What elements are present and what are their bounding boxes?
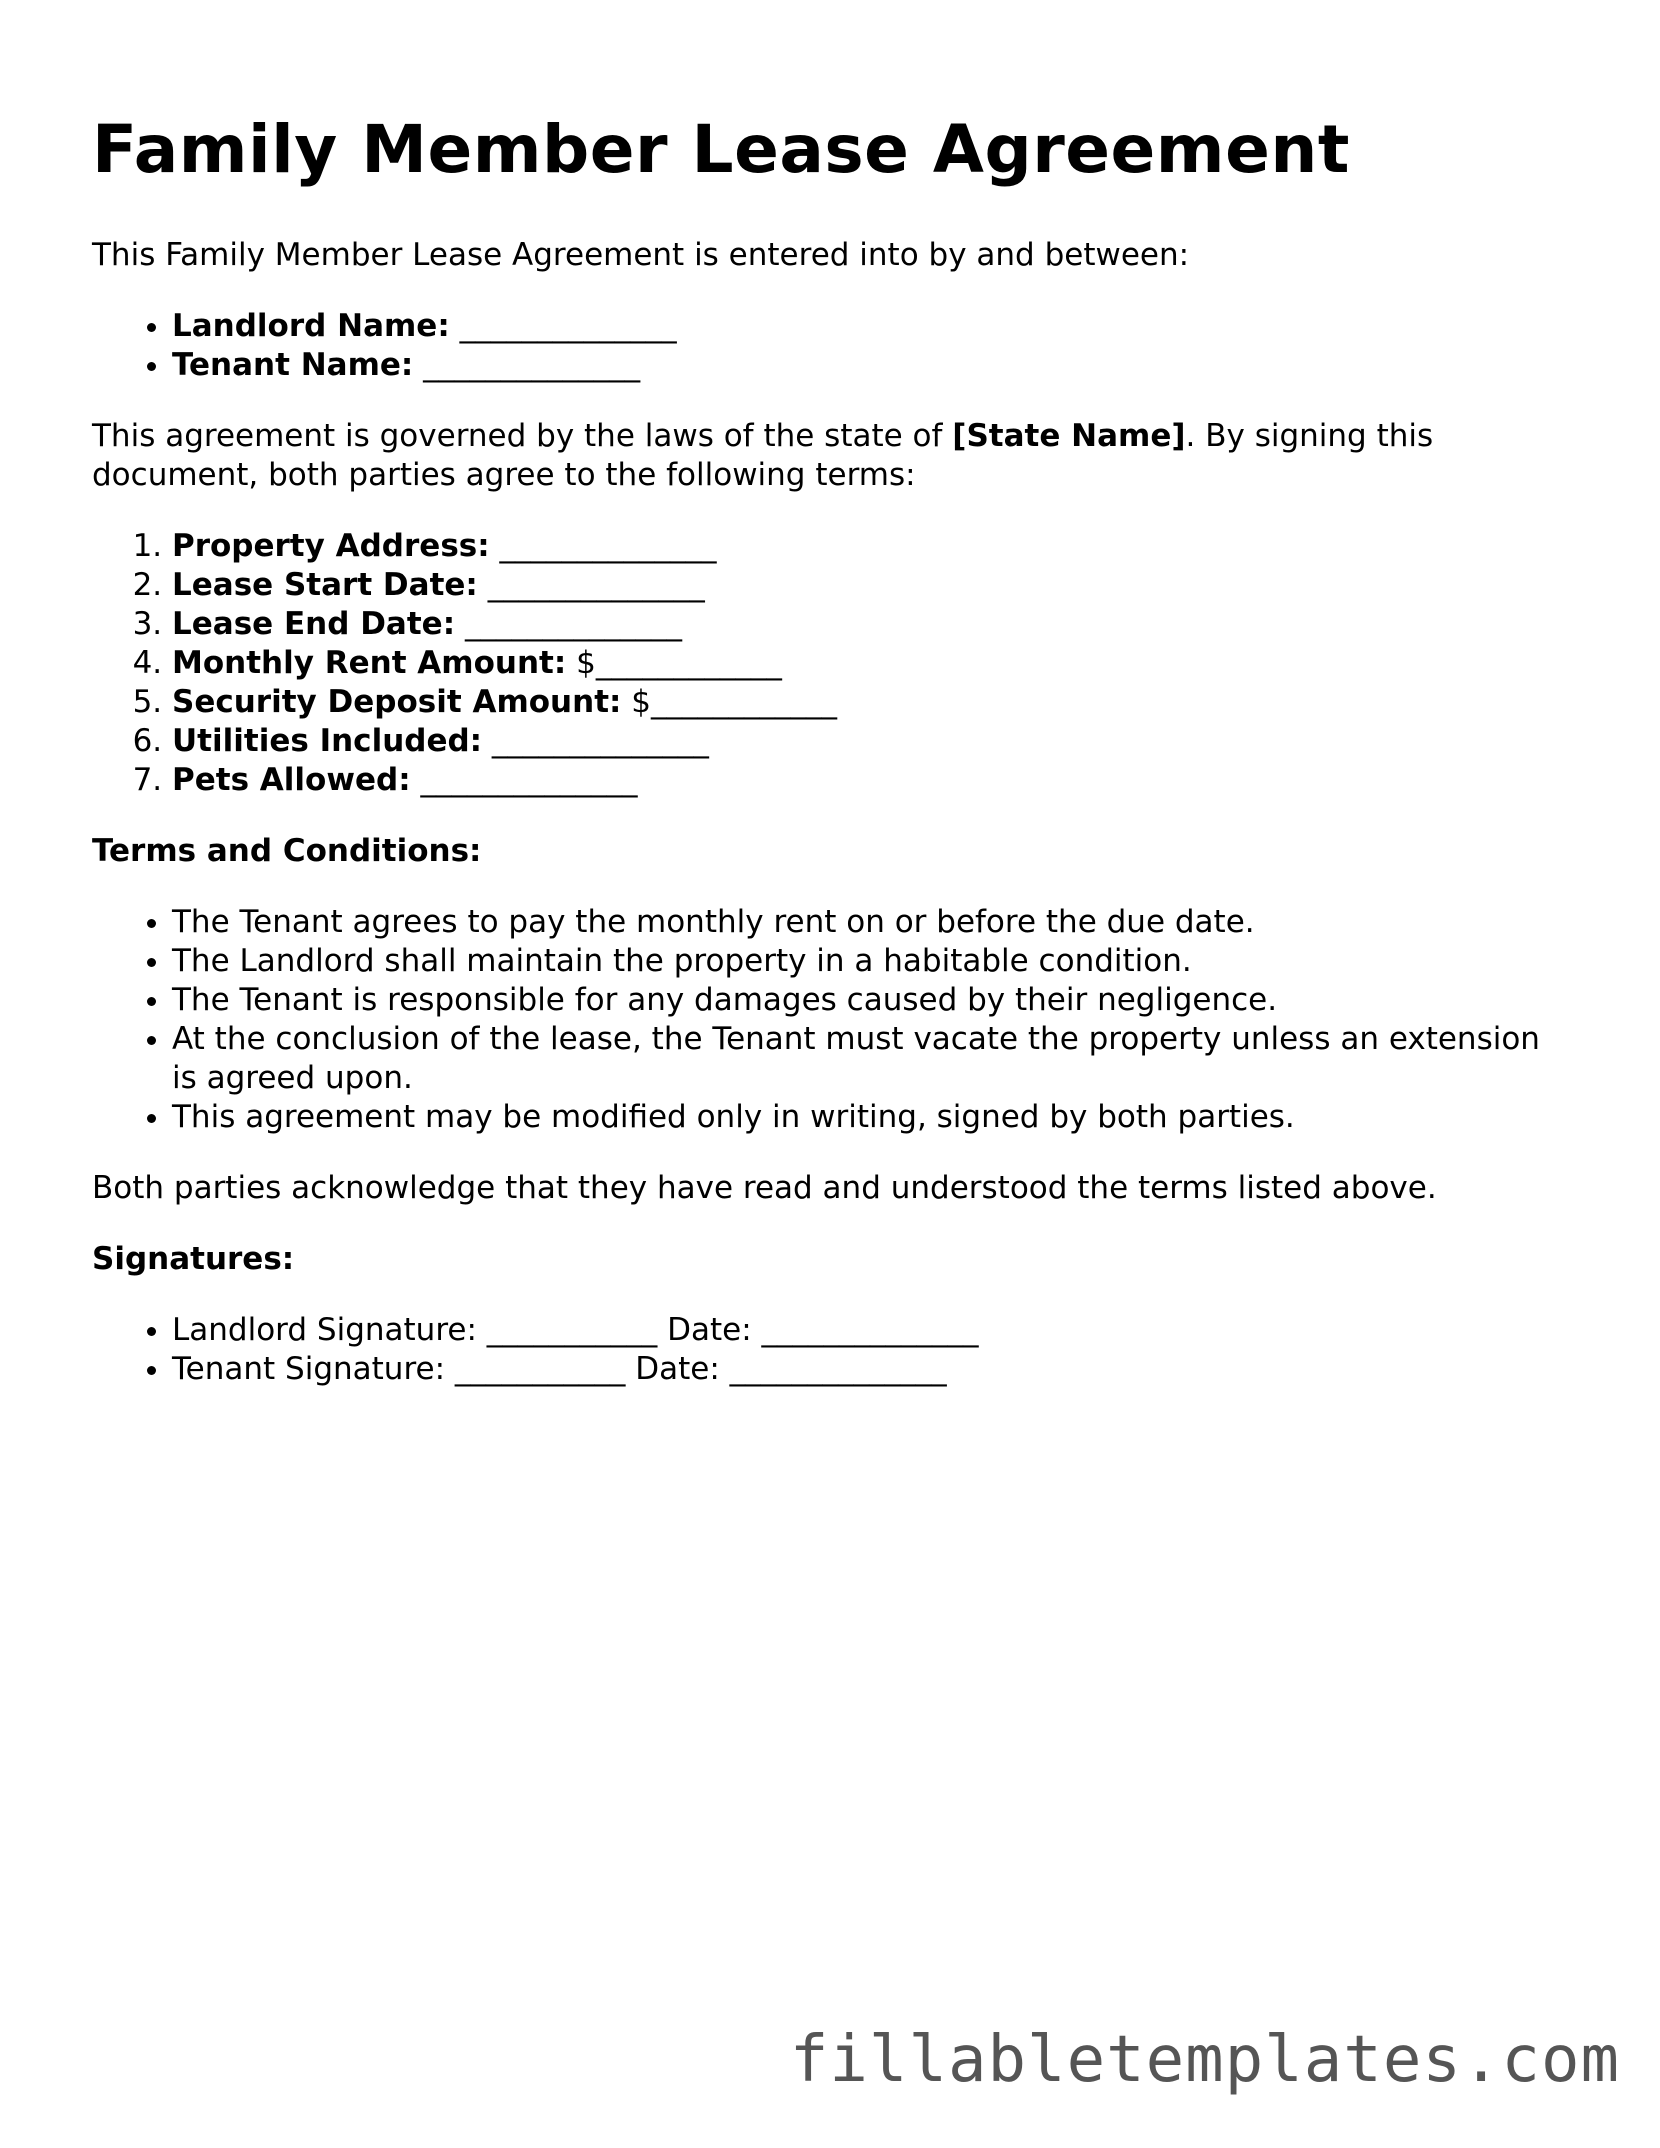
governing-text-before: This agreement is governed by the laws of the state of: [92, 418, 953, 454]
term-item: • This agreement may be modified only in writing, signed by both parties.: [172, 1098, 1572, 1137]
party-blank: ______________: [459, 308, 677, 344]
signature-label: Tenant Signature:: [172, 1351, 446, 1387]
governing-text-after: . By signing this document, both parties agree to the following terms:: [92, 418, 1434, 493]
parties-list: [92, 307, 1572, 385]
state-name-placeholder: [State Name]: [952, 418, 1186, 454]
detail-blank: $____________: [631, 684, 838, 720]
lease-details-list: [92, 527, 1572, 800]
term-item: • The Tenant agrees to pay the monthly rent on or before the due date.: [172, 903, 1572, 942]
term-item: • The Landlord shall maintain the property in a habitable condition.: [172, 942, 1572, 981]
party-label: Landlord Name:: [172, 308, 450, 344]
detail-item: [172, 761, 1572, 800]
term-item: • At the conclusion of the lease, the Tenant must vacate the property unless an extension is agreed upon.: [172, 1020, 1572, 1098]
date-label: Date:: [635, 1351, 720, 1387]
terms-list: [92, 903, 1572, 1137]
signatures-heading: Signatures:: [92, 1241, 295, 1277]
signature-tenant: [172, 1350, 1572, 1389]
acknowledgement-paragraph: Both parties acknowledge that they have read and understood the terms listed above.: [92, 1170, 1437, 1206]
detail-blank: $____________: [576, 645, 782, 681]
date-blank: ______________: [761, 1312, 979, 1348]
terms-heading: Terms and Conditions:: [92, 833, 482, 869]
detail-item: [172, 644, 1572, 683]
term-item: • The Tenant is responsible for any damages caused by their negligence.: [172, 981, 1572, 1020]
detail-item: [172, 605, 1572, 644]
detail-label: Security Deposit Amount:: [172, 684, 622, 720]
intro-paragraph: This Family Member Lease Agreement is entered into by and between:: [92, 237, 1190, 273]
signature-landlord: [172, 1311, 1572, 1350]
detail-item: [172, 527, 1572, 566]
watermark: fillabletemplates.com: [789, 2023, 1620, 2097]
detail-label: Lease Start Date:: [172, 567, 478, 603]
document-page: [92, 110, 1572, 1389]
party-tenant: [172, 346, 1572, 385]
signatures-list: [92, 1311, 1572, 1389]
detail-blank: ______________: [464, 606, 682, 642]
detail-blank: ______________: [491, 723, 709, 759]
party-label: Tenant Name:: [172, 347, 414, 383]
party-blank: ______________: [423, 347, 641, 383]
document-title: Family Member Lease Agreement: [92, 111, 1350, 188]
detail-item: [172, 683, 1572, 722]
detail-blank: ______________: [487, 567, 705, 603]
detail-blank: ______________: [499, 528, 717, 564]
detail-item: [172, 722, 1572, 761]
party-landlord: [172, 307, 1572, 346]
detail-label: Pets Allowed:: [172, 762, 411, 798]
date-label: Date:: [667, 1312, 752, 1348]
detail-blank: ______________: [420, 762, 638, 798]
signature-blank: ___________: [486, 1312, 658, 1348]
detail-label: Monthly Rent Amount:: [172, 645, 567, 681]
detail-item: [172, 566, 1572, 605]
detail-label: Property Address:: [172, 528, 490, 564]
detail-label: Lease End Date:: [172, 606, 456, 642]
signature-blank: ___________: [454, 1351, 626, 1387]
governing-paragraph: [92, 417, 1572, 495]
signature-label: Landlord Signature:: [172, 1312, 477, 1348]
date-blank: ______________: [729, 1351, 947, 1387]
detail-label: Utilities Included:: [172, 723, 483, 759]
